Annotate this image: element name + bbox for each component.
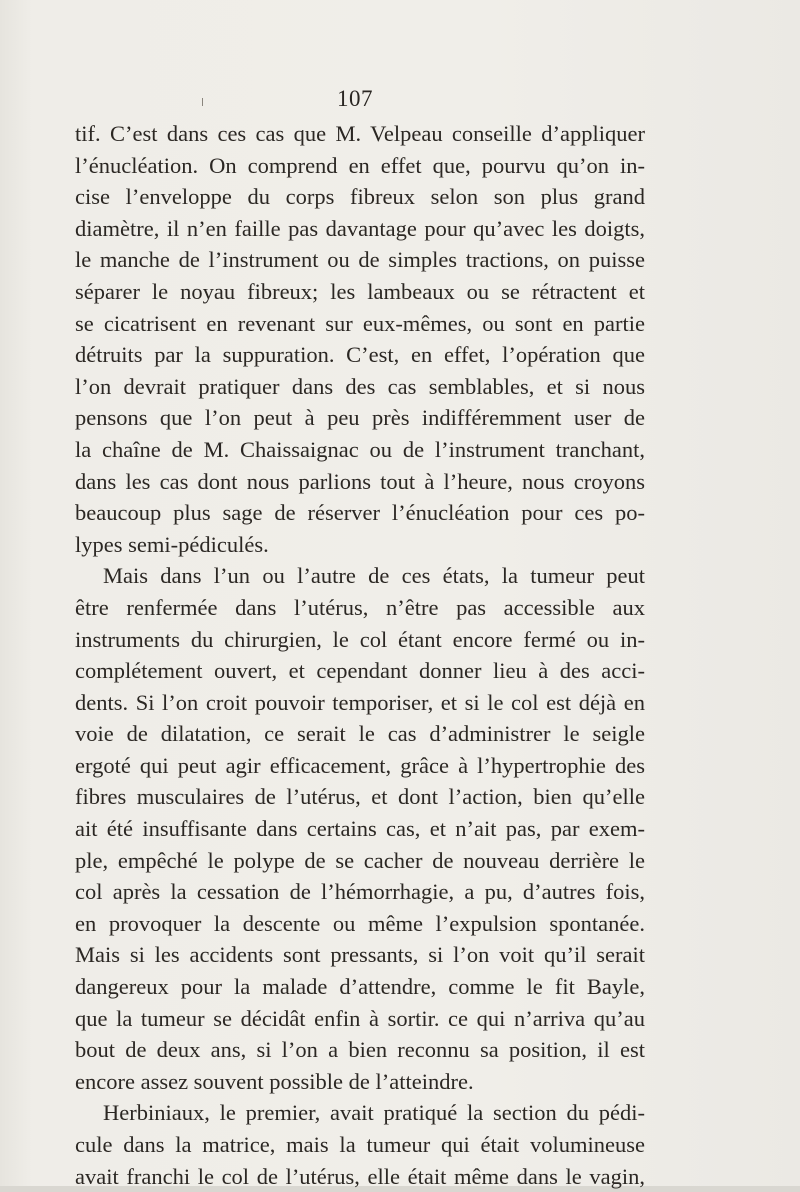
text-line: lypes semi-pédiculés.: [75, 531, 269, 557]
text-line: en provoquer la descente ou même l’expulsion spontanée.: [75, 910, 645, 936]
text-line: le manche de l’instrument ou de simples tractions, on puisse: [75, 247, 645, 273]
text-line: ait été insuffisante dans certains cas, et n’ait pas, par exem-: [75, 816, 645, 842]
text-line: encore assez souvent possible de l’atteindre.: [75, 1068, 474, 1094]
text-line: être renfermée dans l’utérus, n’être pas accessible aux: [75, 594, 645, 620]
text-line: ple, empêché le polype de se cacher de nouveau derrière le: [75, 847, 645, 873]
text-line: que la tumeur se décidât enfin à sortir. ce qui n’arriva qu’au: [75, 1005, 645, 1031]
text-line: détruits par la suppuration. C’est, en effet, l’opération que: [75, 342, 645, 368]
text-line: l’on devrait pratiquer dans des cas semblables, et si nous: [75, 373, 645, 399]
text-line: beaucoup plus sage de réserver l’énucléation pour ces po-: [75, 500, 645, 526]
text-line: cule dans la matrice, mais la tumeur qui était volumineuse: [75, 1132, 645, 1157]
text-line: ergoté qui peut agir efficacement, grâce à l’hypertrophie des: [75, 752, 645, 778]
page-number: 107: [337, 86, 373, 111]
text-line: pensons que l’on peut à peu près indifféremment user de: [75, 405, 645, 431]
text-line: dangereux pour la malade d’attendre, comme le fit Bayle,: [75, 974, 645, 1000]
text-line: complétement ouvert, et cependant donner lieu à des acci-: [75, 658, 645, 684]
text-line: avait franchi le col de l’utérus, elle était même dans le vagin,: [75, 1163, 645, 1189]
text-line: diamètre, il n’en faille pas davantage pour qu’avec les doigts,: [75, 215, 645, 241]
text-line: Mais dans l’un ou l’autre de ces états, la tumeur peut: [103, 563, 645, 589]
text-line: Herbiniaux, le premier, avait pratiqué la section du pédi-: [103, 1100, 645, 1126]
text-line: cise l’enveloppe du corps fibreux selon son plus grand: [75, 184, 645, 210]
text-line: Mais si les accidents sont pressants, si l’on voit qu’il serait: [75, 942, 645, 968]
text-line: dans les cas dont nous parlions tout à l’heure, nous croyons: [75, 468, 645, 494]
text-line: la chaîne de M. Chaissaignac ou de l’instrument tranchant,: [75, 436, 645, 462]
text-line: l’énucléation. On comprend en effet que, pourvu qu’on in-: [75, 152, 645, 178]
text-line: voie de dilatation, ce serait le cas d’administrer le seigle: [75, 721, 645, 747]
text-line: instruments du chirurgien, le col étant encore fermé ou in-: [75, 626, 645, 652]
text-line: tif. C’est dans ces cas que M. Velpeau conseille d’appliquer: [75, 121, 645, 146]
body-text: [75, 118, 645, 1192]
text-line: séparer le noyau fibreux; les lambeaux ou se rétractent et: [75, 278, 645, 304]
text-line: col après la cessation de l’hémorrhagie, a pu, d’autres fois,: [75, 879, 645, 905]
text-line: se cicatrisent en revenant sur eux-mêmes, ou sont en partie: [75, 310, 645, 336]
text-line: dents. Si l’on croit pouvoir temporiser, et si le col est déjà en: [75, 689, 645, 715]
text-line: bout de deux ans, si l’on a bien reconnu sa position, il est: [75, 1037, 645, 1063]
text-line: fibres musculaires de l’utérus, et dont l’action, bien qu’elle: [75, 784, 645, 810]
